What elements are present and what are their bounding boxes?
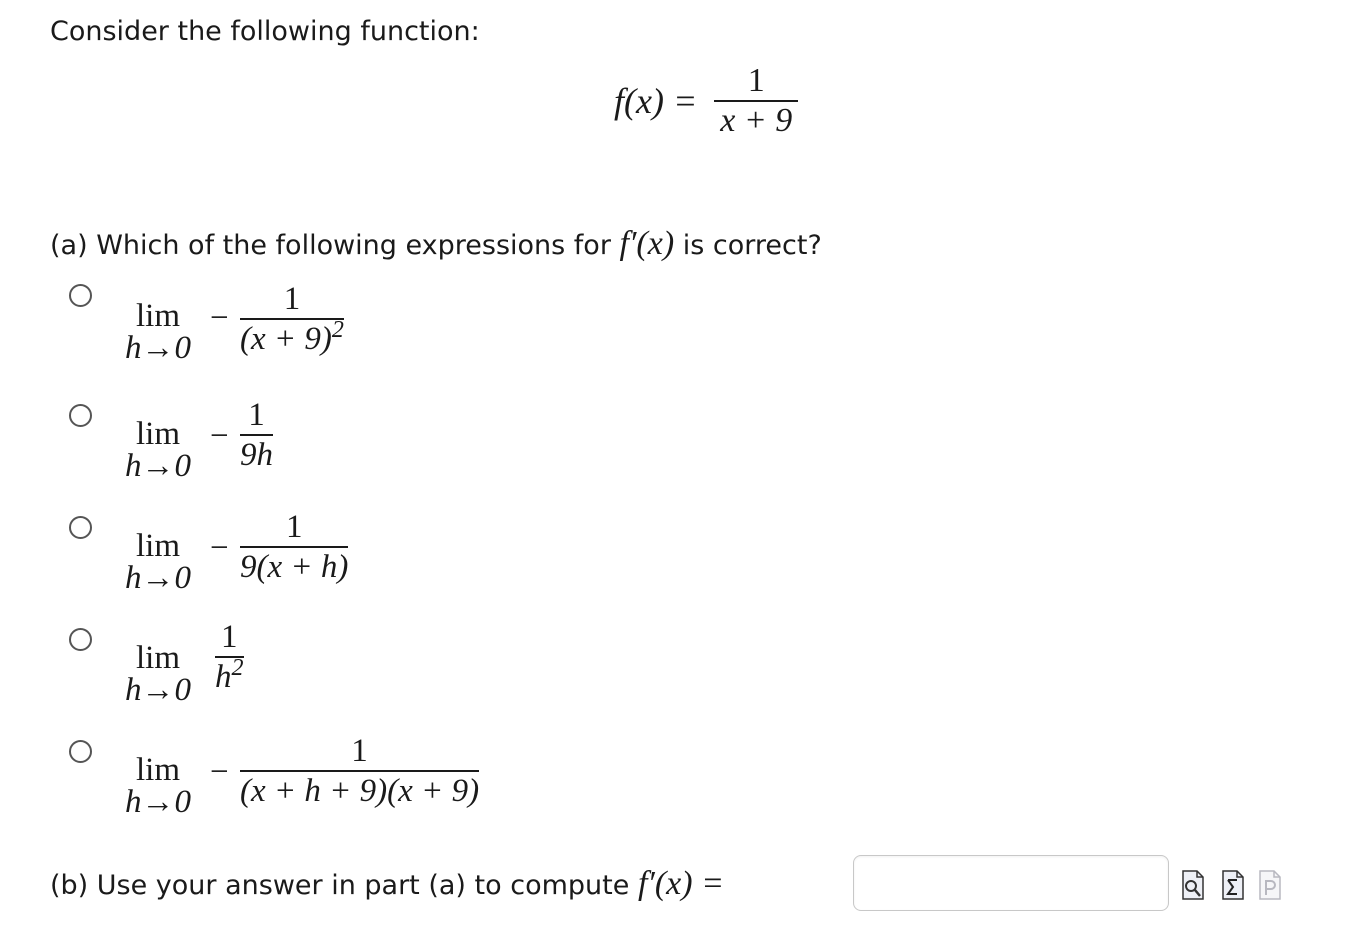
preview-icon[interactable]	[1181, 869, 1205, 901]
function-numerator: 1	[747, 62, 765, 99]
limit-label: lim	[135, 752, 180, 788]
minus-sign: −	[210, 418, 229, 454]
option-5-fraction	[240, 734, 479, 810]
option-3-radio[interactable]	[69, 516, 92, 539]
part-b-fprime: f′(x) =	[637, 865, 725, 902]
part-a-fprime: f′(x)	[619, 225, 675, 262]
option-numerator: 1	[351, 733, 368, 769]
option-4-radio[interactable]	[69, 628, 92, 651]
part-a-question	[50, 225, 822, 263]
minus-sign: −	[210, 300, 229, 336]
minus-sign: −	[210, 754, 229, 790]
option-1-expression	[125, 282, 425, 382]
limit-subscript: h→0	[125, 330, 191, 366]
limit-subscript: h→0	[125, 784, 191, 820]
part-a-text: (a) Which of the following expressions for	[50, 230, 611, 261]
part-b-text: (b) Use your answer in part (a) to compute	[50, 870, 630, 901]
option-2-expression	[125, 398, 425, 498]
part-a-suffix: is correct?	[682, 230, 822, 261]
option-denominator: (x + 9)	[240, 321, 332, 357]
option-numerator: 1	[248, 397, 265, 433]
limit-label: lim	[135, 528, 180, 564]
answer-input[interactable]	[853, 855, 1169, 911]
minus-sign: −	[210, 530, 229, 566]
option-denominator: 9h	[240, 437, 273, 473]
option-exponent: 2	[231, 655, 244, 681]
option-3-fraction	[240, 510, 348, 586]
option-numerator: 1	[285, 509, 303, 545]
option-5-radio[interactable]	[69, 740, 92, 763]
limit-subscript: h→0	[125, 560, 191, 596]
function-denominator: x + 9	[720, 102, 793, 139]
limit-label: lim	[135, 416, 180, 452]
equation-editor-icon[interactable]	[1221, 869, 1245, 901]
option-5-expression	[125, 734, 565, 834]
part-b-question	[50, 865, 724, 903]
limit-subscript: h→0	[125, 672, 191, 708]
option-numerator: 1	[221, 619, 238, 655]
limit-subscript: h→0	[125, 448, 191, 484]
option-numerator: 1	[283, 281, 301, 317]
limit-label: lim	[135, 640, 180, 676]
help-icon[interactable]	[1258, 869, 1282, 901]
option-2-radio[interactable]	[69, 404, 92, 427]
limit-label: lim	[135, 298, 180, 334]
intro-text: Consider the following function:	[50, 16, 480, 47]
function-fraction	[714, 62, 798, 140]
option-denominator: h	[215, 659, 232, 695]
function-definition	[614, 62, 798, 140]
option-denominator: 9(x + h)	[240, 549, 349, 585]
option-exponent: 2	[331, 317, 344, 343]
option-3-expression	[125, 510, 425, 610]
option-1-fraction	[240, 282, 344, 358]
function-lhs: f(x) =	[614, 81, 698, 121]
option-1-radio[interactable]	[69, 284, 92, 307]
option-4-expression	[125, 620, 425, 720]
option-4-fraction	[215, 620, 244, 696]
option-2-fraction	[240, 398, 273, 474]
option-denominator: (x + h + 9)(x + 9)	[240, 773, 480, 809]
